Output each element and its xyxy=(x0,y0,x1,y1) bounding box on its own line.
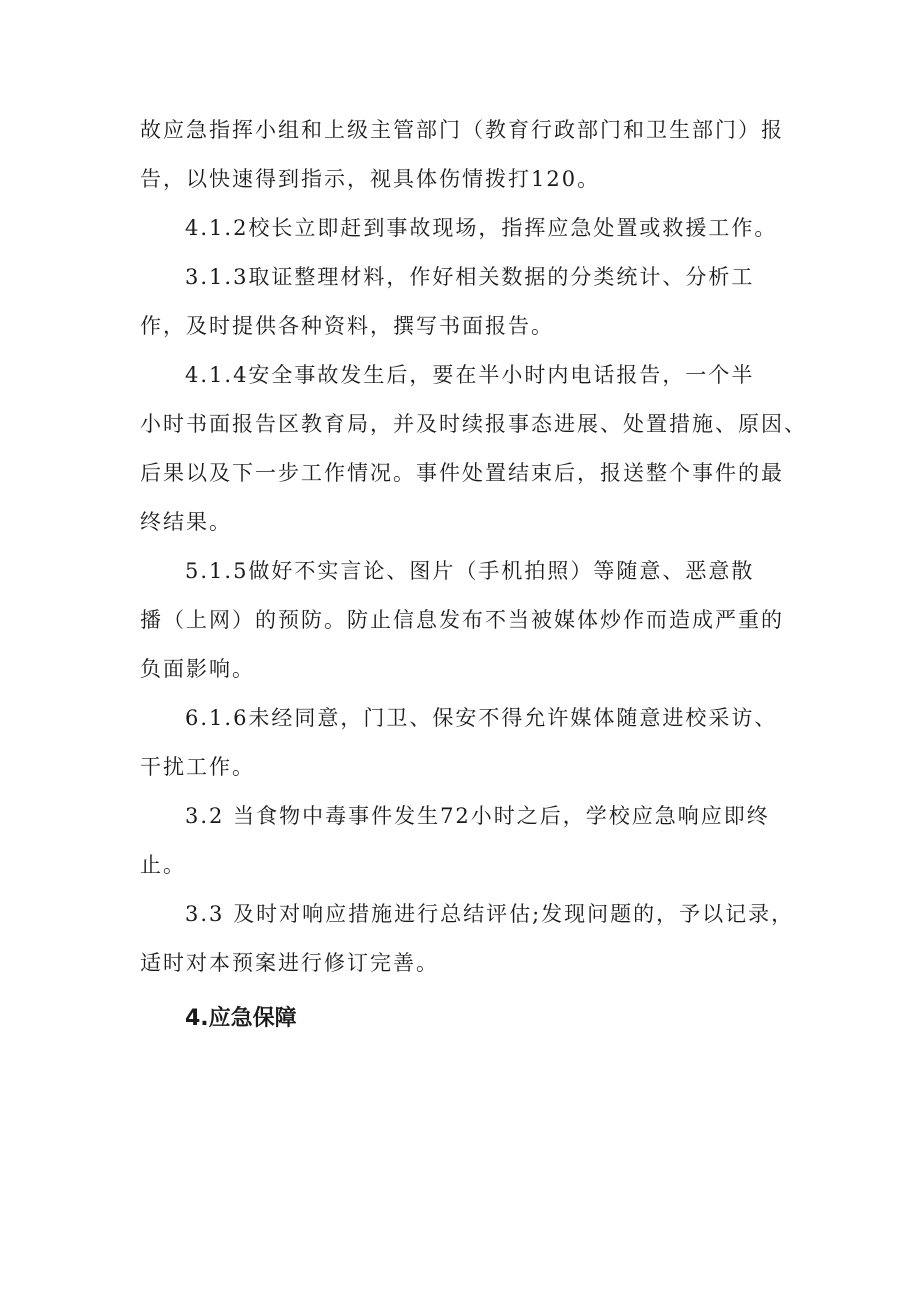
paragraph-line: 告，以快速得到指示，视具体伤情拨打120。 xyxy=(140,167,601,191)
section-heading: 4.应急保障 xyxy=(185,1006,297,1031)
paragraph-line: 5.1.5做好不实言论、图片（手机拍照）等随意、恶意散 xyxy=(185,559,755,583)
paragraph-line: 适时对本预案进行修订完善。 xyxy=(140,951,439,975)
paragraph-line: 6.1.6未经同意，门卫、保安不得允许媒体随意进校采访、 xyxy=(185,706,778,730)
paragraph-line: 3.1.3取证整理材料，作好相关数据的分类统计、分析工 xyxy=(185,265,755,289)
paragraph-line: 小时书面报告区教育局，并及时续报事态进展、处置措施、原因、 xyxy=(140,412,807,436)
paragraph-line: 4.1.4安全事故发生后，要在半小时内电话报告，一个半 xyxy=(185,363,755,387)
paragraph-line: 3.2 当食物中毒事件发生72小时之后，学校应急响应即终 xyxy=(185,804,770,828)
paragraph-line: 止。 xyxy=(140,853,186,877)
paragraph-line: 播（上网）的预防。防止信息发布不当被媒体炒作而造成严重的 xyxy=(140,608,784,632)
paragraph-line: 后果以及下一步工作情况。事件处置结束后，报送整个事件的最 xyxy=(140,461,784,485)
paragraph-line: 故应急指挥小组和上级主管部门（教育行政部门和卫生部门）报 xyxy=(140,118,784,142)
paragraph-line: 4.1.2校长立即赶到事故现场，指挥应急处置或救援工作。 xyxy=(185,216,778,240)
paragraph-line: 3.3 及时对响应措施进行总结评估;发现问题的，予以记录， xyxy=(185,902,795,926)
paragraph-line: 干扰工作。 xyxy=(140,755,255,779)
paragraph-line: 作，及时提供各种资料，撰写书面报告。 xyxy=(140,314,554,338)
paragraph-line: 终结果。 xyxy=(140,510,232,534)
paragraph-line: 负面影响。 xyxy=(140,657,255,681)
